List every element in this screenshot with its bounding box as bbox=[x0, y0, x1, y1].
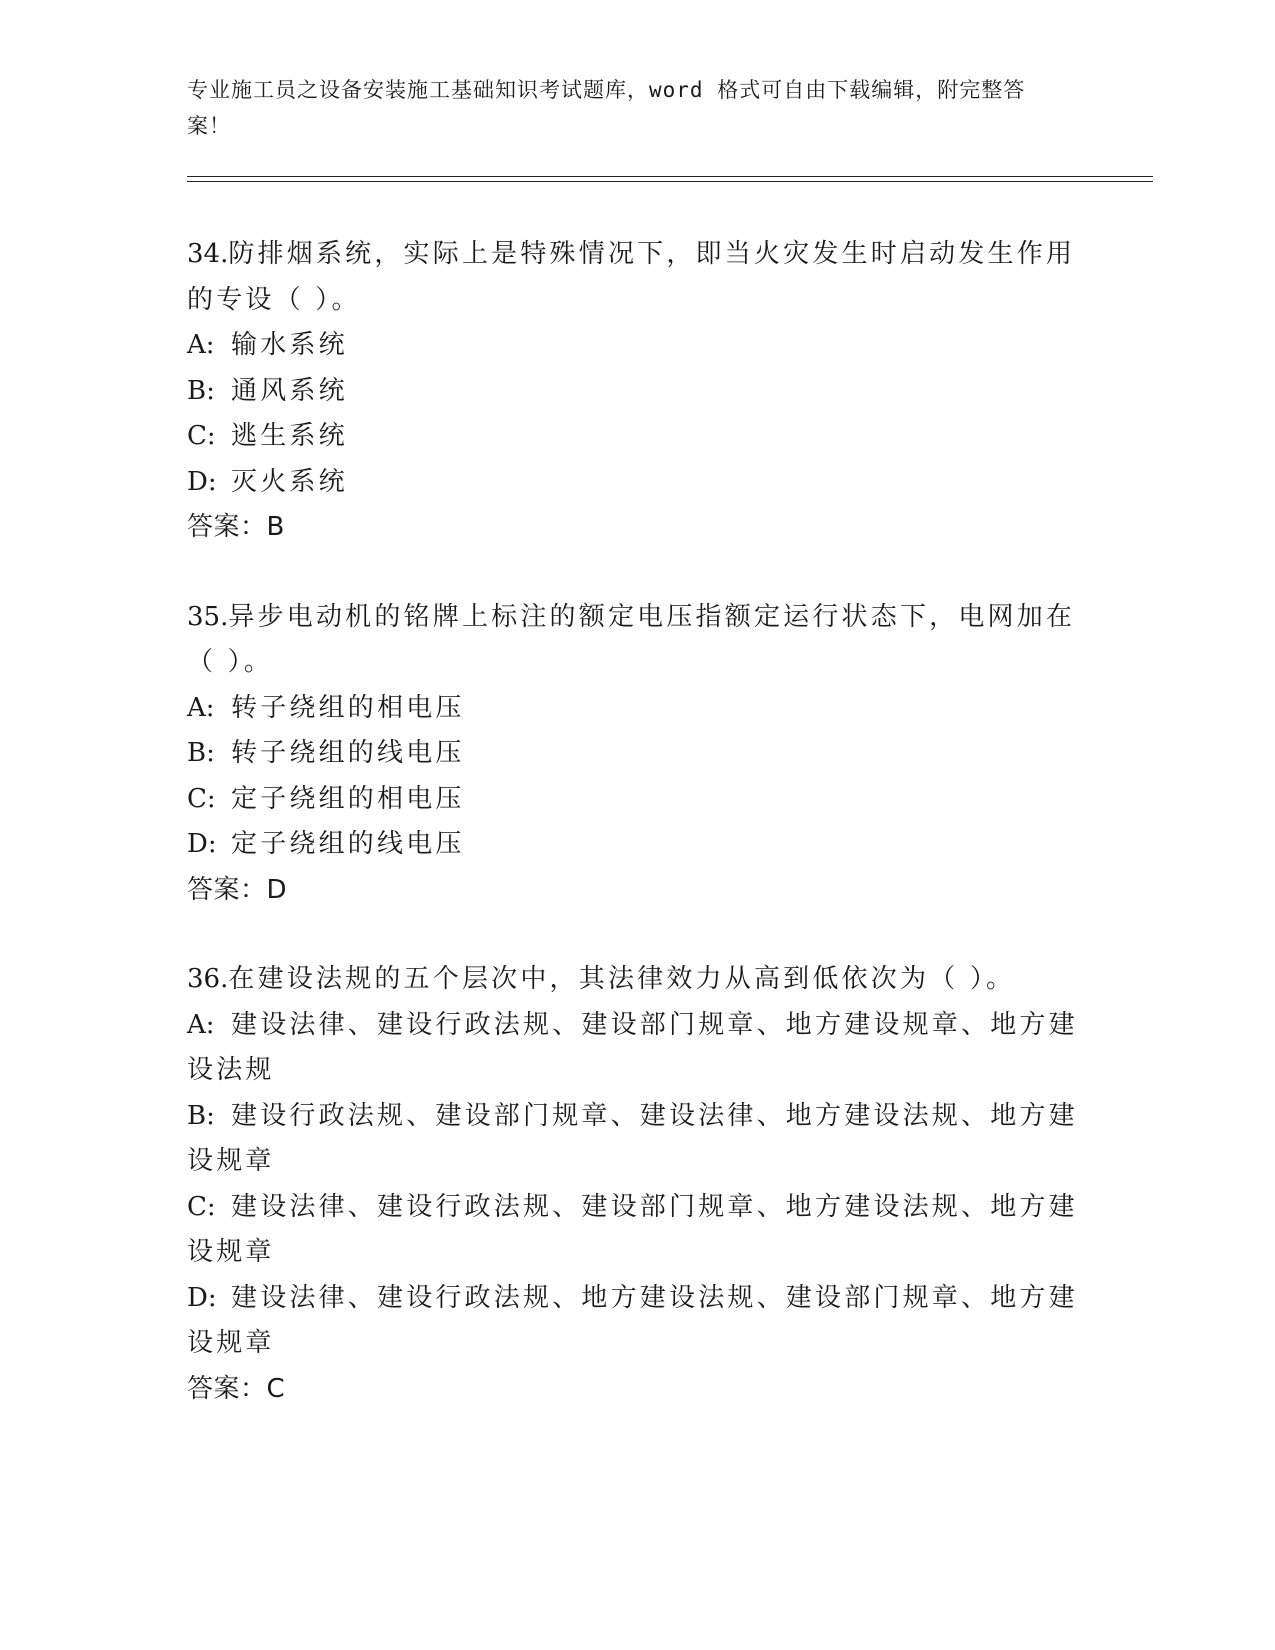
header-rule-top bbox=[187, 176, 1153, 177]
option-b bbox=[187, 369, 1087, 415]
option-letter: B: bbox=[187, 738, 215, 768]
option-text: 灭火系统 bbox=[231, 466, 348, 497]
question-text bbox=[187, 957, 1087, 1003]
option-d bbox=[187, 460, 1087, 506]
answer-line: 答案：B bbox=[187, 512, 285, 542]
question-36 bbox=[187, 957, 1087, 1412]
document-header: 专业施工员之设备安装施工基础知识考试题库，word 格式可自由下载编辑，附完整答案！ bbox=[187, 78, 1026, 138]
answer-line: 答案：C bbox=[187, 1373, 286, 1404]
option-text: 建设法律、建设行政法规、建设部门规章、地方建设法规、地方建设规章 bbox=[187, 1191, 1078, 1267]
option-text: 逃生系统 bbox=[231, 421, 348, 451]
option-c bbox=[187, 1185, 1087, 1276]
option-letter: C: bbox=[187, 421, 216, 451]
question-stem: 异步电动机的铭牌上标注的额定电压指额定运行状态下，电网加在（ ）。 bbox=[187, 601, 1076, 677]
option-text: 输水系统 bbox=[231, 330, 348, 360]
option-letter: A: bbox=[187, 692, 215, 723]
option-letter: A: bbox=[187, 330, 215, 360]
option-text: 通风系统 bbox=[231, 375, 348, 406]
question-number: 36. bbox=[187, 964, 229, 994]
option-letter: C: bbox=[187, 783, 216, 814]
option-c bbox=[187, 414, 1087, 460]
question-35 bbox=[187, 595, 1087, 914]
option-a bbox=[187, 1003, 1087, 1094]
option-letter: B: bbox=[187, 375, 215, 406]
question-text bbox=[187, 232, 1087, 323]
option-letter: B: bbox=[187, 1100, 215, 1131]
question-list bbox=[187, 232, 1087, 1456]
question-number: 34. bbox=[187, 239, 229, 269]
header-rule-bottom bbox=[187, 181, 1153, 182]
question-stem: 防排烟系统，实际上是特殊情况下，即当火灾发生时启动发生作用的专设（ ）。 bbox=[187, 239, 1076, 315]
option-text: 转子绕组的线电压 bbox=[231, 738, 465, 768]
option-letter: D: bbox=[187, 829, 217, 859]
option-text: 建设行政法规、建设部门规章、建设法律、地方建设法规、地方建设规章 bbox=[187, 1100, 1078, 1176]
option-letter: D: bbox=[187, 466, 217, 497]
option-letter: D: bbox=[187, 1282, 217, 1313]
option-text: 定子绕组的线电压 bbox=[231, 829, 465, 859]
option-a bbox=[187, 686, 1087, 732]
option-b bbox=[187, 731, 1087, 777]
option-b bbox=[187, 1094, 1087, 1185]
option-letter: A: bbox=[187, 1009, 215, 1040]
question-34 bbox=[187, 232, 1087, 551]
option-c bbox=[187, 777, 1087, 823]
option-text: 建设法律、建设行政法规、建设部门规章、地方建设规章、地方建设法规 bbox=[187, 1009, 1078, 1085]
option-text: 定子绕组的相电压 bbox=[231, 783, 465, 814]
question-stem: 在建设法规的五个层次中，其法律效力从高到低依次为（ ）。 bbox=[228, 964, 1016, 994]
answer-line: 答案：D bbox=[187, 874, 288, 905]
option-text: 建设法律、建设行政法规、地方建设法规、建设部门规章、地方建设规章 bbox=[187, 1282, 1078, 1358]
question-number: 35. bbox=[187, 601, 229, 632]
option-letter: C: bbox=[187, 1191, 216, 1222]
option-d bbox=[187, 822, 1087, 868]
option-a bbox=[187, 323, 1087, 369]
question-text bbox=[187, 595, 1087, 686]
option-text: 转子绕组的相电压 bbox=[231, 692, 465, 723]
option-d bbox=[187, 1276, 1087, 1367]
